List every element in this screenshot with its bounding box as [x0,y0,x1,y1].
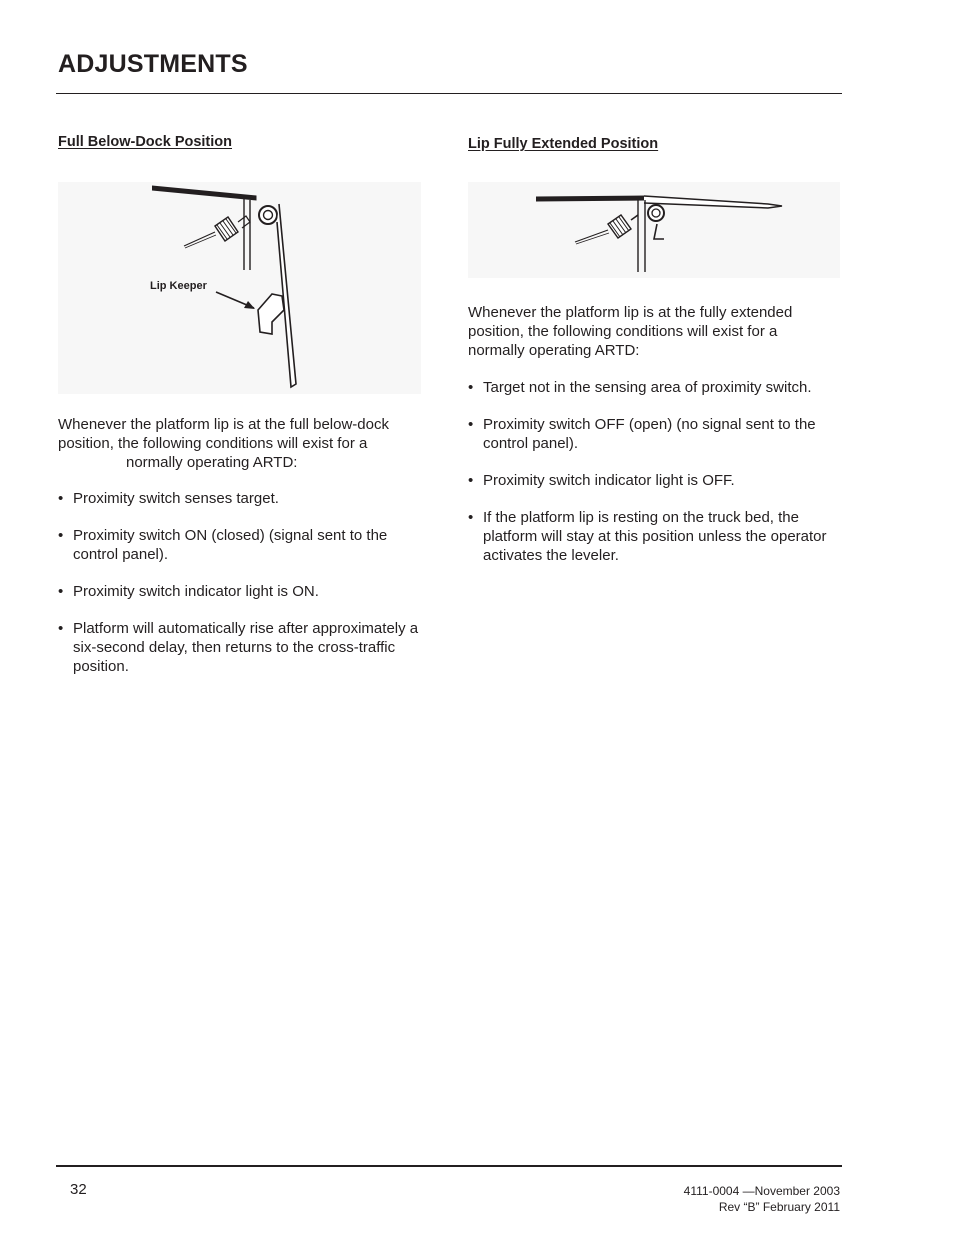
page-number: 32 [70,1181,87,1198]
section-heading-lip-extended: Lip Fully Extended Position [468,136,659,152]
page-title: ADJUSTMENTS [58,50,248,78]
list-item: • Proximity switch OFF (open) (no signal sent to the control panel). [468,415,840,453]
right-intro: Whenever the platform lip is at the fully extended position, the following conditions will exist for a normally operating ARTD: [468,304,793,359]
revision-date: Rev “B” February 2011 [718,1200,840,1214]
left-intro-line-2: position, the following conditions will exist for a [58,435,368,452]
section-heading-below-dock: Full Below-Dock Position [58,134,233,150]
left-intro [58,415,438,472]
list-item: • If the platform lip is resting on the truck bed, the platform will stay at this position unless the operator activates the leveler. [468,508,840,565]
list-item: • Platform will automatically rise after approximately a six-second delay, then returns to the cross-traffic position. [58,619,430,676]
figure-lip-extended [468,182,840,278]
list-item: • Proximity switch indicator light is OFF. [468,471,840,490]
list-item: • Target not in the sensing area of proximity switch. [468,378,840,397]
lip-keeper-label: Lip Keeper [150,280,207,292]
left-intro-line-1: Whenever the platform lip is at the full below-dock [58,416,389,433]
figure-below-dock [58,182,421,394]
left-intro-line-3: normally operating ARTD: [126,454,298,471]
lip-extended-diagram [468,182,840,278]
document-revision [684,1183,840,1215]
list-item: • Proximity switch ON (closed) (signal sent to the control panel). [58,526,430,564]
list-item: • Proximity switch senses target. [58,489,430,508]
left-condition-list [58,489,430,694]
below-dock-diagram [58,182,421,394]
footer-rule [56,1165,842,1167]
doc-number-date: 4111-0004 —November 2003 [683,1184,840,1198]
header-rule [56,93,842,94]
right-condition-list [468,378,840,583]
list-item: • Proximity switch indicator light is ON. [58,582,430,601]
